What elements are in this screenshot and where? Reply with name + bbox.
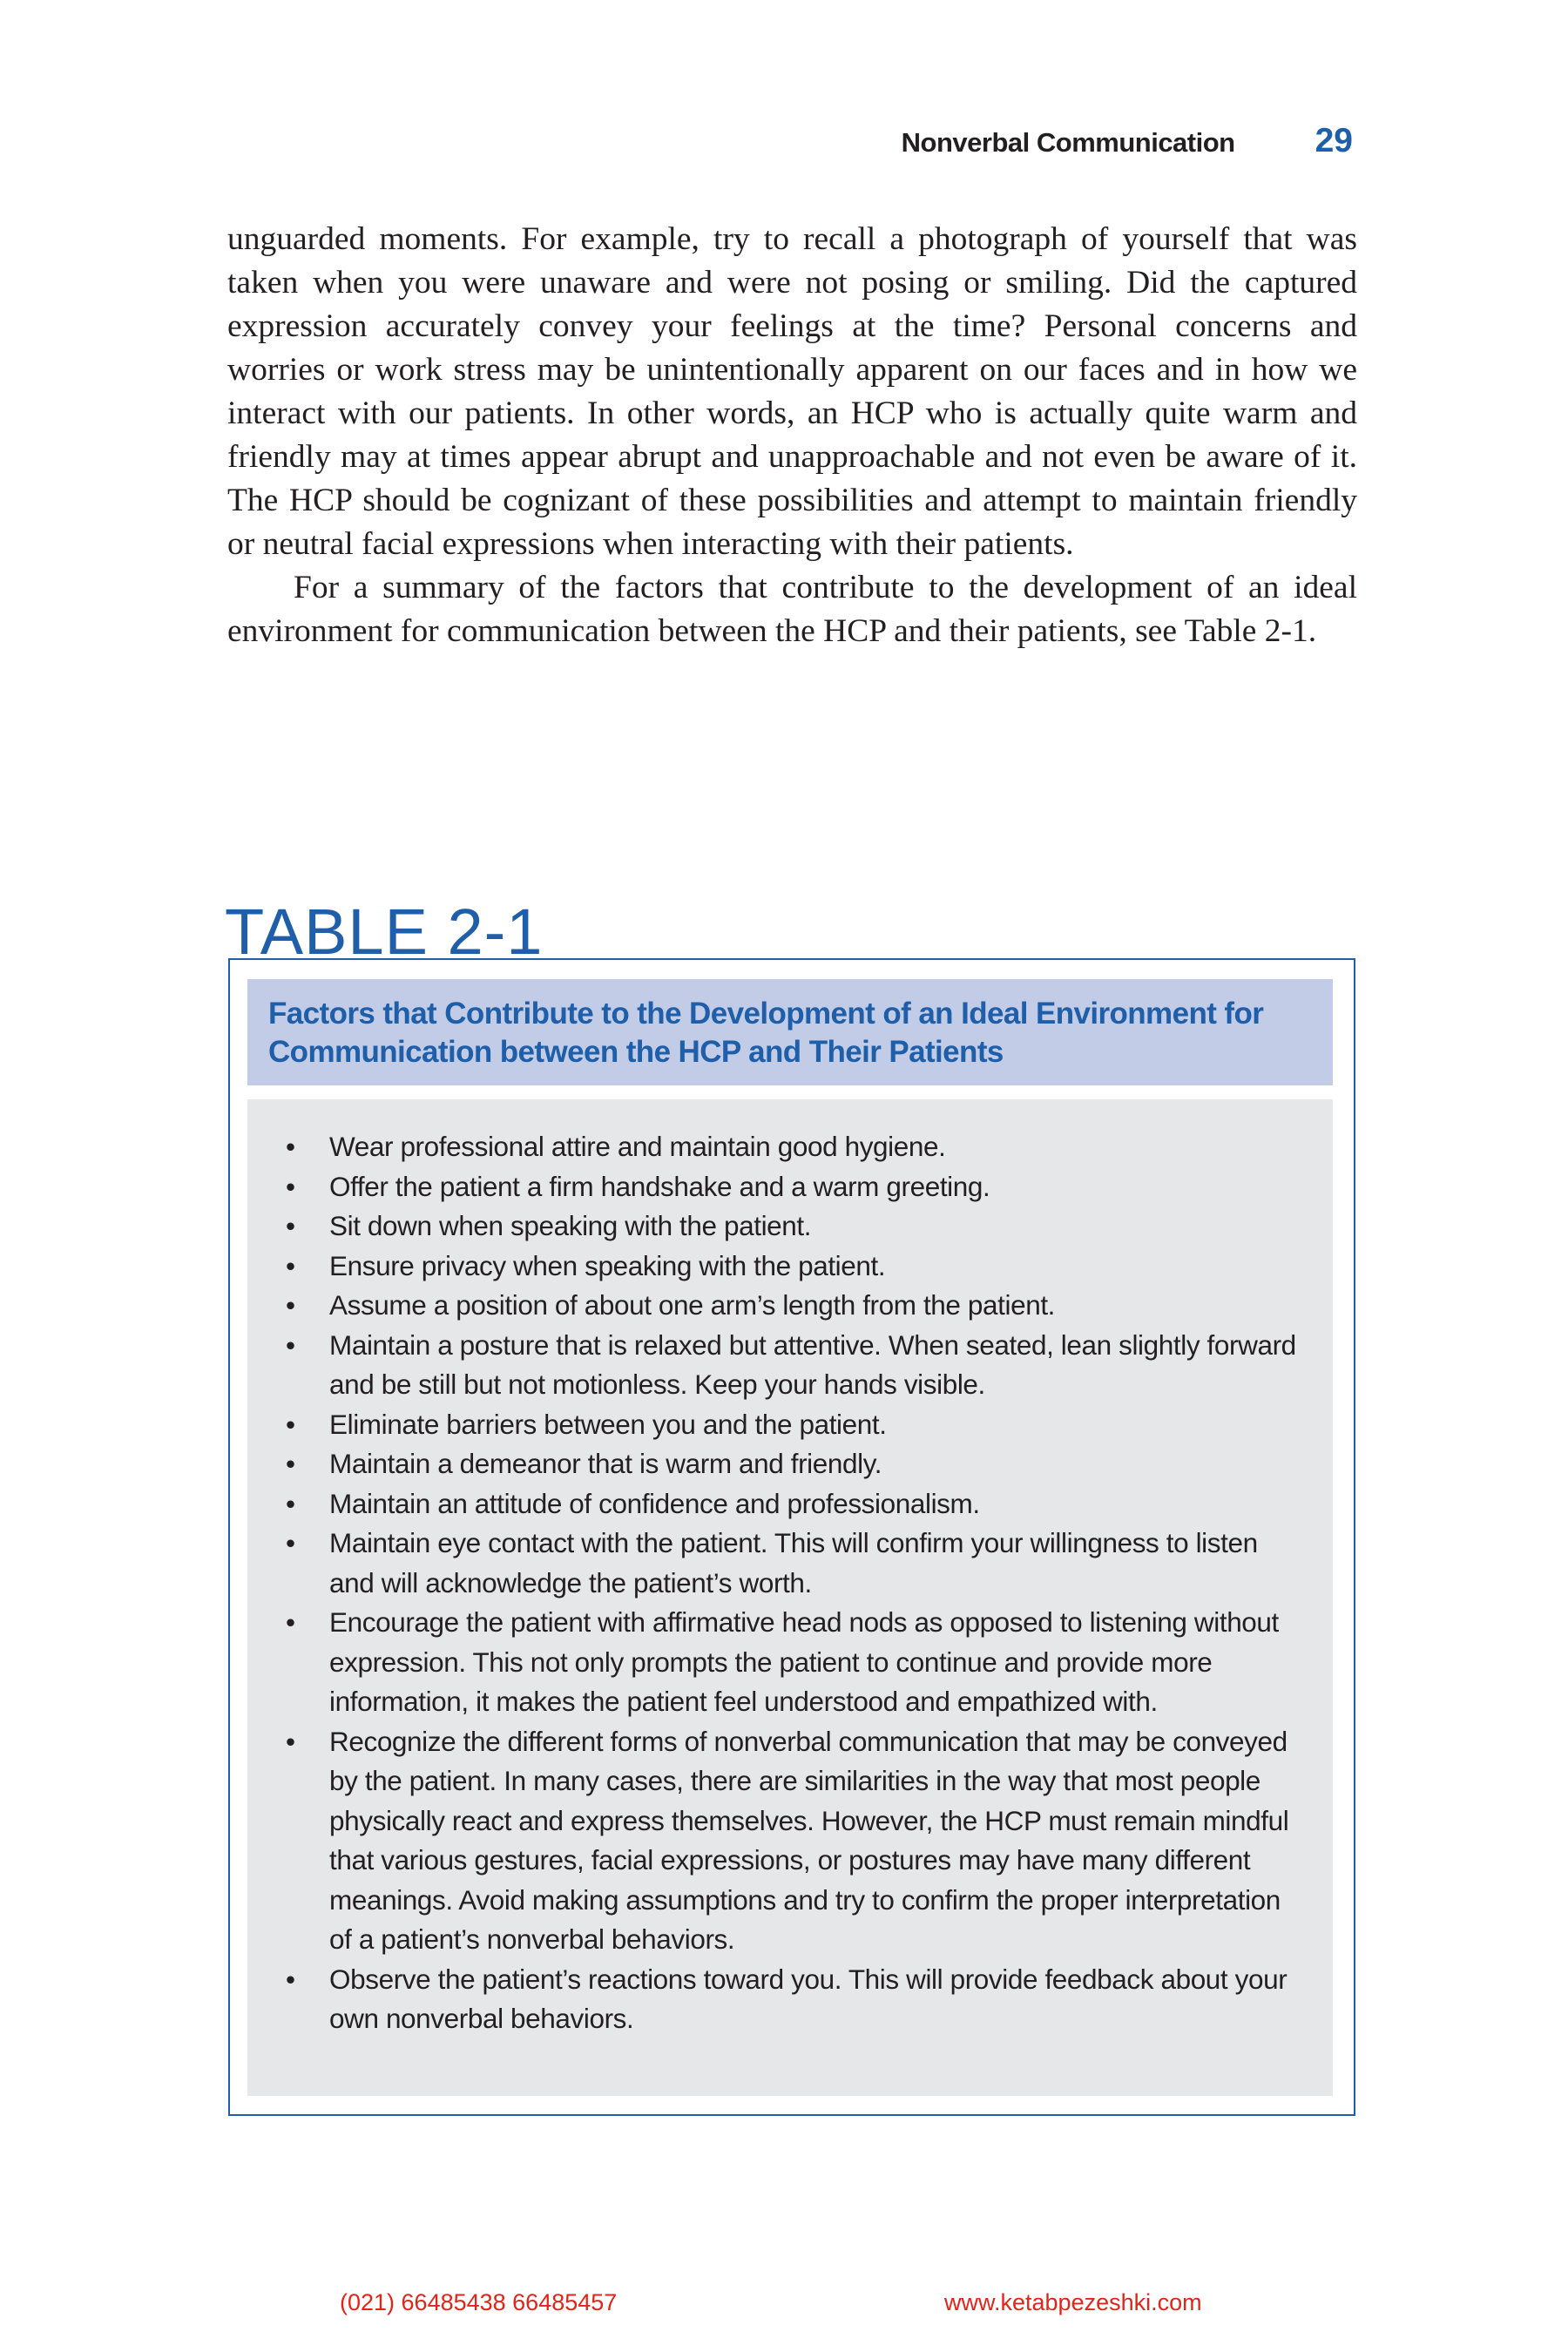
bullet-icon: •	[286, 1527, 295, 1558]
list-item	[286, 1247, 1298, 1287]
list-item	[286, 1960, 1298, 2039]
table-box	[228, 958, 1355, 2116]
table-label: TABLE 2-1	[225, 896, 544, 968]
bullet-icon: •	[286, 1725, 295, 1757]
list-item	[286, 1127, 1298, 1167]
table-body	[247, 1099, 1333, 2096]
footer-phone: (021) 66485438 66485457	[340, 2289, 618, 2315]
list-item-text: Wear professional attire and maintain good hygiene.	[329, 1131, 946, 1162]
bullet-icon: •	[286, 1408, 295, 1440]
running-head	[902, 122, 1353, 160]
list-item-text: Maintain a posture that is relaxed but attentive. When seated, lean slightly forward and be still but not motionless. Keep your hands visible.	[329, 1328, 1296, 1400]
bullet-icon: •	[286, 1210, 295, 1241]
list-item-text: Maintain an attitude of confidence and professionalism.	[329, 1487, 980, 1519]
list-item-text: Encourage the patient with affirmative head nods as opposed to listening without expression. This not only prompts the patient to continue and provide more information, it makes the patient feel understood and empathized with.	[329, 1606, 1279, 1717]
table-caption: Factors that Contribute to the Development of an Ideal Environment for Communication between the HCP and Their Patients	[247, 979, 1333, 1085]
list-item	[286, 1167, 1298, 1207]
footer-website-link[interactable]: www.ketabpezeshki.com	[944, 2289, 1202, 2315]
list-item-text: Assume a position of about one arm’s length from the patient.	[329, 1289, 1056, 1321]
list-item-text: Maintain eye contact with the patient. This will confirm your willingness to listen and will acknowledge the patient’s worth.	[329, 1527, 1258, 1598]
bullet-icon: •	[286, 1448, 295, 1479]
list-item-text: Recognize the different forms of nonverbal communication that may be conveyed by the patient. In many cases, there are similarities in the way that most people physically react and express themselves. However, the HCP must remain mindful that various gestures, facial expressions, or postures may have many different meanings. Avoid making assumptions and try to confirm the proper interpretation of a patient’s nonverbal behaviors.	[329, 1725, 1289, 1955]
list-item-text: Offer the patient a firm handshake and a warm greeting.	[329, 1170, 990, 1202]
list-item	[286, 1286, 1298, 1326]
page-number: 29	[1315, 122, 1353, 159]
bullet-icon: •	[286, 1131, 295, 1162]
body-text	[227, 218, 1357, 653]
list-item-text: Observe the patient’s reactions toward you. This will provide feedback about your own nonverbal behaviors.	[329, 1963, 1288, 2034]
bullet-icon: •	[286, 1606, 295, 1638]
bullet-icon: •	[286, 1249, 295, 1281]
list-item	[286, 1722, 1298, 1960]
running-head-title: Nonverbal Communication	[901, 127, 1235, 158]
bullet-list	[286, 1127, 1298, 2039]
list-item	[286, 1206, 1298, 1247]
list-item	[286, 1603, 1298, 1722]
list-item	[286, 1484, 1298, 1524]
list-item-text: Maintain a demeanor that is warm and friendly.	[329, 1448, 882, 1479]
list-item-text: Sit down when speaking with the patient.	[329, 1210, 812, 1241]
bullet-icon: •	[286, 1487, 295, 1519]
list-item-text: Ensure privacy when speaking with the patient.	[329, 1249, 886, 1281]
list-item	[286, 1405, 1298, 1445]
bullet-icon: •	[286, 1170, 295, 1202]
bullet-icon: •	[286, 1963, 295, 1995]
bullet-icon: •	[286, 1328, 295, 1361]
body-paragraph: unguarded moments. For example, try to recall a photograph of yourself that was taken when you were unaware and were not posing or smiling. Did the captured expression accurately convey your feelings at the time? Personal concerns and worries or work stress may be unintentionally apparent on our faces and in how we interact with our patients. In other words, an HCP who is actually quite warm and friendly may at times appear abrupt and unapproachable and not even be aware of it. The HCP should be cognizant of these possibilities and attempt to maintain friendly or neutral facial expressions when interacting with their patients.	[227, 221, 1357, 562]
list-item	[286, 1444, 1298, 1484]
bullet-icon: •	[286, 1289, 295, 1321]
body-paragraph: For a summary of the factors that contribute to the development of an ideal environment for communication between the HCP and their patients, see Table 2-1.	[227, 570, 1357, 649]
list-item	[286, 1524, 1298, 1603]
list-item-text: Eliminate barriers between you and the patient.	[329, 1408, 887, 1440]
list-item	[286, 1326, 1298, 1405]
